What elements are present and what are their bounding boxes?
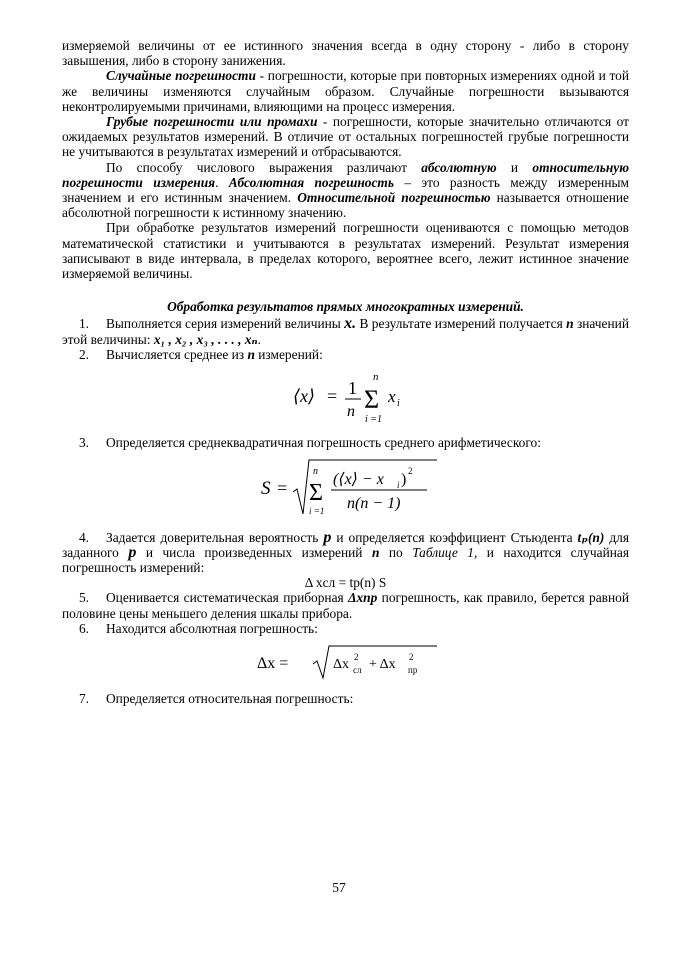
svg-text:Σ: Σ: [308, 480, 323, 507]
formula-absolute-error: [62, 642, 629, 685]
svg-text:сл: сл: [352, 665, 361, 676]
paragraph-gross-errors: Грубые погрешности или промахи - погрешности, которые значительно отличаются от ожидаемых результатов измерений. В отличие от остальных погрешностей грубые погрешности не учитываются в результатах измерений и отбрасываются.: [62, 114, 629, 160]
svg-text:2: 2: [353, 652, 358, 663]
svg-text:+ Δx: + Δx: [368, 657, 396, 673]
step-6: 6. Находится абсолютная погрешность:: [78, 620, 318, 636]
svg-text:x: x: [387, 387, 396, 407]
svg-text:пр: пр: [407, 665, 417, 676]
section-heading: Обработка результатов прямых многократных измерений.: [167, 299, 524, 315]
step-2: 2. Вычисляется среднее из n измерений:: [78, 346, 323, 362]
step-1: 1. Выполняется серия измерений величины x. В результате измерений получается n значений этой величины: x₁ , x₂ , x₃ , . . . , xₙ.: [62, 315, 629, 347]
svg-text:i =1: i =1: [364, 414, 382, 426]
step-5: 5. Оценивается систематическая приборная Δxпр погрешность, как правило, берется равной половине цены меньшего деления шкалы прибора.: [62, 590, 629, 621]
formula-random-error: Δ xсл = tp(n) S: [304, 575, 387, 591]
svg-text:1: 1: [347, 378, 357, 399]
step-4: 4. Задается доверительная вероятность p и определяется коэффициент Стьюдента tₚ(n) для заданного p и числа произведенных измерений n по Таблице 1, и находится случайная погрешность измерений:: [62, 528, 630, 576]
page-number: 57: [332, 880, 346, 895]
step-3: 3. Определяется среднеквадратичная погрешность среднего арифметического:: [78, 435, 541, 451]
svg-text:=: =: [276, 478, 287, 499]
svg-text:⟨x⟩: ⟨x⟩: [292, 386, 315, 407]
svg-text:S: S: [260, 478, 270, 500]
svg-text:i =1: i =1: [308, 506, 324, 517]
svg-text:n: n: [346, 403, 355, 421]
svg-text:2: 2: [408, 652, 413, 663]
svg-text:Σ: Σ: [363, 385, 379, 415]
svg-text:): ): [400, 471, 406, 489]
svg-text:Δx: Δx: [332, 657, 349, 673]
paragraph-processing: При обработке результатов измерений погрешности оцениваются с помощью методов математической статистики и учитываются в результатах измерений. Результат измерения записывают в виде интервала, в пределах которого, вероятнее всего, лежит истинное значение измеряемой величины.: [62, 220, 629, 282]
svg-text:n: n: [372, 371, 378, 384]
formula-mean: [62, 368, 629, 429]
svg-text:2: 2: [407, 466, 412, 477]
svg-text:(⟨x⟩ − x: (⟨x⟩ − x: [332, 471, 384, 489]
svg-text:n(n − 1): n(n − 1): [346, 495, 400, 513]
svg-text:=: =: [326, 386, 337, 407]
paragraph-random-errors: Случайные погрешности - погрешности, которые при повторных измерениях одной и той же величины изменяются случайным образом. Случайные погрешности вызываются неконтролируемыми причинами, влияющими на процесс измерения.: [62, 68, 629, 114]
svg-text:n: n: [312, 466, 318, 478]
step-7: 7. Определяется относительная погрешность:: [78, 691, 354, 707]
svg-text:i: i: [396, 398, 400, 410]
paragraph-continuation: измеряемой величины от ее истинного значения всегда в одну сторону - либо в сторону завышения, либо в сторону занижения.: [62, 38, 629, 69]
formula-std-error: [62, 456, 629, 523]
term-gross-errors: Грубые погрешности или промахи: [106, 114, 318, 130]
svg-text:i: i: [396, 480, 400, 491]
paragraph-error-types: По способу числового выражения различают абсолютную и относительную погрешности измерения. Абсолютная погрешность – это разность между измеренным значением и его истинным значением. Относительной погрешностью называется отношение абсолютной погрешности к истинному значению.: [62, 159, 629, 221]
page-content: [62, 38, 629, 707]
svg-text:Δx =: Δx =: [256, 655, 288, 673]
term-random-errors: Случайные погрешности: [106, 68, 256, 84]
